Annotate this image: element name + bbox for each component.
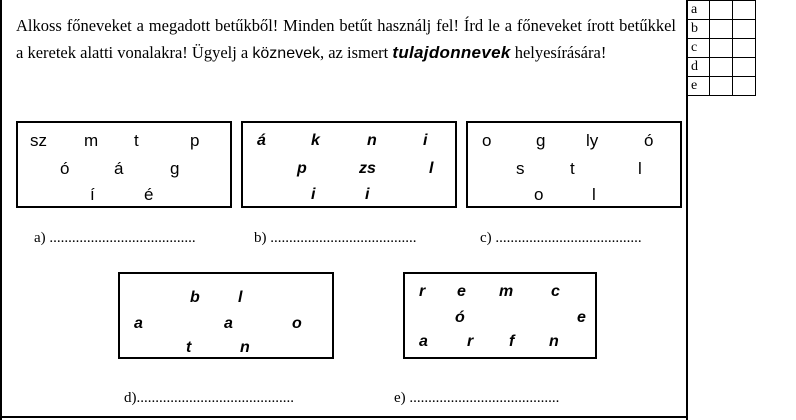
box-b-letter: i (365, 186, 370, 203)
letter-box-b (241, 121, 457, 208)
score-row-e (687, 77, 756, 96)
answer-line-c[interactable]: c) ....................................... (480, 230, 642, 246)
score-cell-d[interactable] (710, 58, 733, 77)
box-b-letter: i (423, 132, 428, 149)
box-d-letter: b (190, 289, 200, 306)
box-e-letter: a (419, 333, 428, 350)
box-e-letter: e (577, 309, 586, 326)
box-d-letter: a (134, 315, 143, 332)
box-a-letter: ó (60, 159, 70, 178)
answer-line-a[interactable]: a) ....................................... (34, 230, 196, 246)
box-e-letter: c (551, 283, 560, 300)
box-c-letter: s (516, 159, 525, 178)
score-cell-d-2[interactable] (733, 58, 756, 77)
letter-box-e (403, 272, 597, 359)
score-cell-a-2[interactable] (733, 1, 756, 20)
box-b-letter: n (367, 132, 377, 149)
instructions-text-1: Alkoss főneveket a megadott betűkből! Minden betűt használj fel! Írd le a főneveket írott betűkkel a keretek alatti vonalakra! Ügyelj a (16, 16, 676, 62)
box-a-letter: m (84, 131, 99, 150)
box-d-letter: t (186, 339, 192, 356)
score-cell-e-2[interactable] (733, 77, 756, 96)
score-cell-b-2[interactable] (733, 20, 756, 39)
box-a-letter: é (144, 185, 154, 204)
score-label-a: a (687, 1, 710, 20)
box-c-letter: g (536, 131, 546, 150)
instructions-text-2: , az ismert (319, 43, 393, 62)
page-border-left (0, 0, 2, 420)
answer-line-b[interactable]: b) ....................................... (254, 230, 417, 246)
common-nouns-term: köznevek (252, 45, 320, 62)
box-e-letter: f (509, 333, 515, 350)
box-c-letter: ly (586, 131, 599, 150)
box-e-letter: r (467, 333, 474, 350)
task-instructions (16, 12, 676, 67)
box-a-letter: t (134, 131, 139, 150)
page-border-bottom (0, 416, 688, 418)
letter-box-d (118, 272, 334, 359)
letter-box-a (16, 121, 232, 208)
answer-line-d[interactable]: d).......................................... (124, 390, 294, 406)
box-c-letter: ó (644, 131, 654, 150)
proper-nouns-term: tulajdonnevek (392, 43, 511, 62)
box-b-letter: p (297, 160, 307, 177)
score-row-c (687, 39, 756, 58)
box-c-letter: l (638, 159, 642, 178)
score-label-b: b (687, 20, 710, 39)
box-a-letter: g (170, 159, 180, 178)
score-row-a (687, 1, 756, 20)
box-e-letter: e (457, 283, 466, 300)
score-cell-c[interactable] (710, 39, 733, 58)
box-c-letter: l (592, 185, 596, 204)
box-b-letter: zs (359, 160, 376, 177)
score-row-d (687, 58, 756, 77)
instructions-text-3: helyesírására! (510, 43, 607, 62)
box-b-letter: l (429, 160, 434, 177)
score-cell-e[interactable] (710, 77, 733, 96)
score-grid (686, 0, 756, 96)
box-d-letter: n (240, 339, 250, 356)
box-e-letter: ó (455, 309, 465, 326)
score-row-b (687, 20, 756, 39)
box-d-letter: l (238, 289, 243, 306)
box-a-letter: sz (30, 131, 47, 150)
box-e-letter: n (549, 333, 559, 350)
box-d-letter: o (292, 315, 302, 332)
score-label-d: d (687, 58, 710, 77)
score-cell-b[interactable] (710, 20, 733, 39)
score-label-e: e (687, 77, 710, 96)
box-c-letter: t (570, 159, 575, 178)
score-label-c: c (687, 39, 710, 58)
box-b-letter: á (257, 132, 266, 149)
box-b-letter: i (311, 186, 316, 203)
box-d-letter: a (224, 315, 233, 332)
box-c-letter: o (534, 185, 544, 204)
box-c-letter: o (482, 131, 492, 150)
answer-line-e[interactable]: e) ........................................ (394, 390, 560, 406)
box-e-letter: r (419, 283, 426, 300)
box-a-letter: í (90, 185, 95, 204)
box-a-letter: á (114, 159, 124, 178)
box-a-letter: p (190, 131, 200, 150)
letter-box-c (466, 121, 682, 208)
score-cell-c-2[interactable] (733, 39, 756, 58)
box-e-letter: m (499, 283, 514, 300)
score-cell-a[interactable] (710, 1, 733, 20)
box-b-letter: k (311, 132, 320, 149)
